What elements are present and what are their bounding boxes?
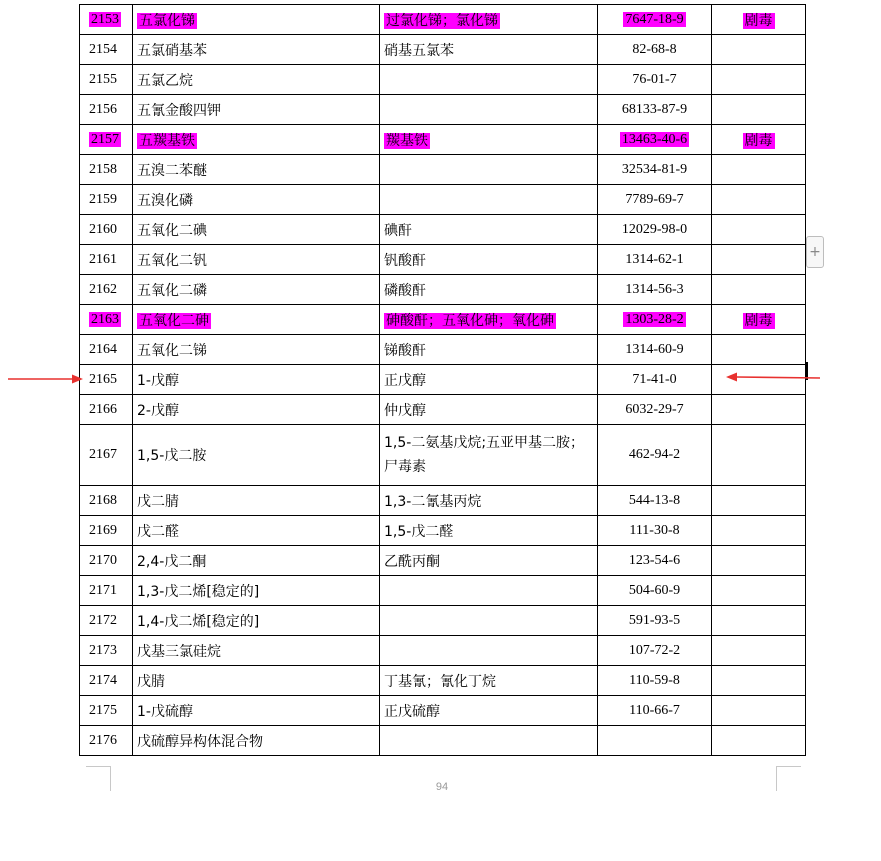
cas-number: 6032-29-7 — [625, 401, 684, 417]
alias-name: 过氯化锑；氯化锑 — [386, 12, 498, 29]
cas-number: 107-72-2 — [628, 642, 681, 658]
remark-cell — [712, 726, 806, 756]
row-number: 2155 — [89, 71, 117, 87]
row-number: 2156 — [89, 101, 117, 117]
cas-number-cell — [598, 155, 712, 185]
arrow-head-icon — [72, 375, 83, 384]
chemical-name: 五氧化二磷 — [137, 282, 207, 299]
cas-number-cell — [598, 335, 712, 365]
chemical-name-cell — [133, 5, 380, 35]
chemical-name-cell — [133, 185, 380, 215]
remark-cell — [712, 65, 806, 95]
row-number: 2164 — [89, 341, 117, 357]
alias-name-cell — [380, 215, 598, 245]
chemical-name: 戊腈 — [137, 673, 165, 690]
cas-number-cell — [598, 696, 712, 726]
row-number-cell — [80, 696, 133, 726]
table-row — [80, 516, 806, 546]
arrow-head-icon — [726, 373, 737, 382]
chemical-name-cell — [133, 245, 380, 275]
chemical-name: 戊基三氯硅烷 — [137, 643, 221, 660]
chemical-name: 戊硫醇异构体混合物 — [137, 733, 263, 750]
table-row — [80, 245, 806, 275]
cas-number-cell — [598, 125, 712, 155]
row-number-cell — [80, 245, 133, 275]
alias-name: 羰基铁 — [386, 132, 428, 149]
add-row-button[interactable]: + — [806, 236, 824, 268]
remark-cell — [712, 636, 806, 666]
remark: 剧毒 — [744, 132, 773, 149]
chemical-name-cell — [133, 636, 380, 666]
alias-name: 乙酰丙酮 — [384, 553, 440, 570]
remark-cell — [712, 305, 806, 335]
row-number: 2157 — [91, 131, 119, 147]
row-number-cell — [80, 395, 133, 425]
cas-number: 591-93-5 — [628, 612, 681, 628]
chemical-name-cell — [133, 425, 380, 486]
row-number-cell — [80, 546, 133, 576]
remark-cell — [712, 666, 806, 696]
alias-name-cell — [380, 305, 598, 335]
cas-number: 76-01-7 — [632, 71, 677, 87]
table-row — [80, 185, 806, 215]
alias-name-cell — [380, 606, 598, 636]
row-number: 2173 — [89, 642, 117, 658]
chemical-name: 五氧化二钒 — [137, 252, 207, 269]
cas-number-cell — [598, 546, 712, 576]
alias-name-cell — [380, 546, 598, 576]
cas-number-cell — [598, 726, 712, 756]
row-number: 2167 — [89, 447, 117, 462]
arrow-shaft — [737, 377, 820, 378]
table-row — [80, 305, 806, 335]
alias-name-cell — [380, 636, 598, 666]
table-row — [80, 696, 806, 726]
row-number: 2168 — [89, 492, 117, 508]
chemical-name-cell — [133, 516, 380, 546]
table-row — [80, 155, 806, 185]
cas-number-cell — [598, 425, 712, 486]
row-number-cell — [80, 666, 133, 696]
alias-name: 钒酸酐 — [384, 252, 426, 269]
remark-cell — [712, 335, 806, 365]
chemical-table — [79, 4, 806, 756]
chemical-name-cell — [133, 365, 380, 395]
row-number-cell — [80, 185, 133, 215]
alias-name: 砷酸酐；五氧化砷；氧化砷 — [386, 312, 554, 329]
table-row — [80, 5, 806, 35]
chemical-name-cell — [133, 546, 380, 576]
chemical-name-cell — [133, 576, 380, 606]
remark-cell — [712, 185, 806, 215]
cas-number-cell — [598, 215, 712, 245]
table-row — [80, 636, 806, 666]
table-row — [80, 546, 806, 576]
table-row — [80, 215, 806, 245]
cas-number: 111-30-8 — [629, 522, 680, 538]
row-number-cell — [80, 335, 133, 365]
remark-cell — [712, 35, 806, 65]
cas-number: 462-94-2 — [628, 447, 681, 462]
chemical-name-cell — [133, 155, 380, 185]
chemical-name-cell — [133, 606, 380, 636]
chemical-name: 五溴化磷 — [137, 192, 193, 209]
row-number-cell — [80, 305, 133, 335]
page-corner-mark-right — [776, 766, 801, 791]
cas-number: 110-66-7 — [629, 702, 680, 718]
row-number: 2171 — [89, 582, 117, 598]
row-number-cell — [80, 636, 133, 666]
row-number-cell — [80, 516, 133, 546]
row-number-cell — [80, 425, 133, 486]
left-arrow-annotation — [8, 373, 84, 385]
row-number-cell — [80, 35, 133, 65]
chemical-name-cell — [133, 486, 380, 516]
cas-number: 544-13-8 — [628, 492, 681, 508]
row-number-cell — [80, 576, 133, 606]
cas-number: 68133-87-9 — [621, 101, 688, 117]
alias-name-cell — [380, 696, 598, 726]
chemical-name: 五氰金酸四钾 — [137, 102, 221, 119]
remark-cell — [712, 95, 806, 125]
remark-cell — [712, 425, 806, 486]
chemical-name: 1,4-戊二烯[稳定的] — [137, 613, 260, 630]
row-number: 2159 — [89, 191, 117, 207]
alias-name-cell — [380, 125, 598, 155]
alias-name-cell — [380, 486, 598, 516]
row-number: 2160 — [89, 221, 117, 237]
table-row — [80, 726, 806, 756]
row-number: 2153 — [91, 11, 119, 27]
chemical-name: 1,3-戊二烯[稳定的] — [137, 583, 260, 600]
table-row — [80, 65, 806, 95]
row-number-cell — [80, 606, 133, 636]
alias-name: 仲戊醇 — [384, 402, 426, 419]
remark-cell — [712, 155, 806, 185]
alias-name: 1,5-戊二醛 — [384, 523, 454, 540]
row-number: 2174 — [89, 672, 117, 688]
cas-number-cell — [598, 516, 712, 546]
chemical-name-cell — [133, 696, 380, 726]
cas-number-cell — [598, 365, 712, 395]
chemical-name: 戊二醛 — [137, 523, 179, 540]
row-number: 2165 — [89, 371, 117, 387]
chemical-name-cell — [133, 335, 380, 365]
page-number: 94 — [435, 781, 449, 793]
cas-number-cell — [598, 486, 712, 516]
cas-number: 82-68-8 — [632, 41, 677, 57]
row-number-cell — [80, 65, 133, 95]
cas-number: 110-59-8 — [629, 672, 680, 688]
cas-number: 71-41-0 — [632, 371, 677, 387]
remark: 剧毒 — [744, 312, 773, 329]
row-number: 2161 — [89, 251, 117, 267]
chemical-name: 戊二腈 — [137, 493, 179, 510]
table-row — [80, 365, 806, 395]
remark: 剧毒 — [744, 12, 773, 29]
alias-name: 硝基五氯苯 — [384, 42, 454, 59]
right-arrow-annotation — [725, 371, 821, 383]
row-number-cell — [80, 95, 133, 125]
alias-name-cell — [380, 425, 598, 486]
cas-number-cell — [598, 185, 712, 215]
remark-cell — [712, 606, 806, 636]
table-row — [80, 666, 806, 696]
alias-name: 碘酐 — [384, 222, 412, 239]
alias-name-cell — [380, 5, 598, 35]
alias-name-cell — [380, 65, 598, 95]
chemical-name-cell — [133, 65, 380, 95]
chemical-name-cell — [133, 215, 380, 245]
table-row — [80, 275, 806, 305]
chemical-name-cell — [133, 395, 380, 425]
row-number: 2176 — [89, 732, 117, 748]
cas-number-cell — [598, 305, 712, 335]
cas-number-cell — [598, 35, 712, 65]
chemical-name-cell — [133, 666, 380, 696]
remark-cell — [712, 576, 806, 606]
alias-name: 正戊硫醇 — [384, 703, 440, 720]
cas-number-cell — [598, 576, 712, 606]
cas-number: 123-54-6 — [628, 552, 681, 568]
chemical-name: 五氯硝基苯 — [137, 42, 207, 59]
cas-number-cell — [598, 606, 712, 636]
chemical-name-cell — [133, 275, 380, 305]
table-row — [80, 606, 806, 636]
chemical-name: 五氯乙烷 — [137, 72, 193, 89]
page-corner-mark-left — [86, 766, 111, 791]
cas-number: 13463-40-6 — [621, 131, 688, 147]
chemical-name-cell — [133, 35, 380, 65]
remark-cell — [712, 395, 806, 425]
chemical-name: 五羰基铁 — [139, 132, 195, 149]
table-row — [80, 486, 806, 516]
chemical-name: 五氧化二锑 — [137, 342, 207, 359]
chemical-name: 2-戊醇 — [137, 402, 179, 419]
cas-number-cell — [598, 95, 712, 125]
row-number: 2175 — [89, 702, 117, 718]
chemical-name: 五溴二苯醚 — [137, 162, 207, 179]
alias-name-cell — [380, 35, 598, 65]
remark-cell — [712, 245, 806, 275]
row-number-cell — [80, 125, 133, 155]
remark-cell — [712, 5, 806, 35]
cas-number-cell — [598, 636, 712, 666]
remark-cell — [712, 125, 806, 155]
row-number-cell — [80, 365, 133, 395]
alias-name: 正戊醇 — [384, 372, 426, 389]
row-number-cell — [80, 726, 133, 756]
chemical-name: 五氯化锑 — [139, 12, 195, 29]
table-row — [80, 125, 806, 155]
alias-name-cell — [380, 95, 598, 125]
table-body — [80, 5, 806, 756]
chemical-name-cell — [133, 726, 380, 756]
chemical-name: 五氧化二砷 — [139, 312, 209, 329]
alias-name-cell — [380, 365, 598, 395]
chemical-name: 1-戊醇 — [137, 372, 179, 389]
chemical-name: 1-戊硫醇 — [137, 703, 193, 720]
row-number: 2166 — [89, 401, 117, 417]
cas-number: 1314-60-9 — [625, 341, 684, 357]
cas-number: 12029-98-0 — [621, 221, 688, 237]
row-number: 2169 — [89, 522, 117, 538]
alias-name-cell — [380, 245, 598, 275]
row-number-cell — [80, 275, 133, 305]
cas-number: 32534-81-9 — [621, 161, 688, 177]
cas-number: 1303-28-2 — [625, 311, 684, 327]
alias-name-cell — [380, 395, 598, 425]
chemical-name: 五氧化二碘 — [137, 222, 207, 239]
cas-number: 7647-18-9 — [625, 11, 684, 27]
cas-number-cell — [598, 245, 712, 275]
row-number: 2170 — [89, 552, 117, 568]
chemical-name: 2,4-戊二酮 — [137, 553, 207, 570]
alias-name-cell — [380, 516, 598, 546]
chemical-name: 1,5-戊二胺 — [137, 448, 207, 464]
row-number-cell — [80, 215, 133, 245]
row-number: 2162 — [89, 281, 117, 297]
chemical-name-cell — [133, 305, 380, 335]
cas-number: 1314-56-3 — [625, 281, 684, 297]
alias-name-cell — [380, 576, 598, 606]
row-number: 2154 — [89, 41, 117, 57]
chemical-name-cell — [133, 125, 380, 155]
alias-name-cell — [380, 185, 598, 215]
alias-name: 1,5-二氨基戊烷;五亚甲基二胺；尸毒素 — [384, 435, 585, 475]
table-row — [80, 425, 806, 486]
cas-number: 7789-69-7 — [625, 191, 684, 207]
table-row — [80, 95, 806, 125]
remark-cell — [712, 696, 806, 726]
alias-name: 磷酸酐 — [384, 282, 426, 299]
row-number-cell — [80, 486, 133, 516]
row-number: 2172 — [89, 612, 117, 628]
row-number-cell — [80, 155, 133, 185]
table-row — [80, 35, 806, 65]
remark-cell — [712, 546, 806, 576]
cas-number: 504-60-9 — [628, 582, 681, 598]
alias-name-cell — [380, 155, 598, 185]
row-number-cell — [80, 5, 133, 35]
remark-cell — [712, 215, 806, 245]
alias-name: 丁基氰；氰化丁烷 — [384, 673, 496, 690]
row-number: 2163 — [91, 311, 119, 327]
alias-name-cell — [380, 335, 598, 365]
table-row — [80, 335, 806, 365]
cas-number: 1314-62-1 — [625, 251, 684, 267]
table-row — [80, 576, 806, 606]
cas-number-cell — [598, 275, 712, 305]
alias-name-cell — [380, 666, 598, 696]
alias-name: 1,3-二氰基丙烷 — [384, 493, 482, 510]
cas-number-cell — [598, 666, 712, 696]
alias-name: 锑酸酐 — [384, 342, 426, 359]
alias-name-cell — [380, 726, 598, 756]
remark-cell — [712, 516, 806, 546]
chemical-name-cell — [133, 95, 380, 125]
cas-number-cell — [598, 395, 712, 425]
row-number: 2158 — [89, 161, 117, 177]
remark-cell — [712, 275, 806, 305]
remark-cell — [712, 486, 806, 516]
table-row — [80, 395, 806, 425]
cas-number-cell — [598, 5, 712, 35]
alias-name-cell — [380, 275, 598, 305]
cas-number-cell — [598, 65, 712, 95]
